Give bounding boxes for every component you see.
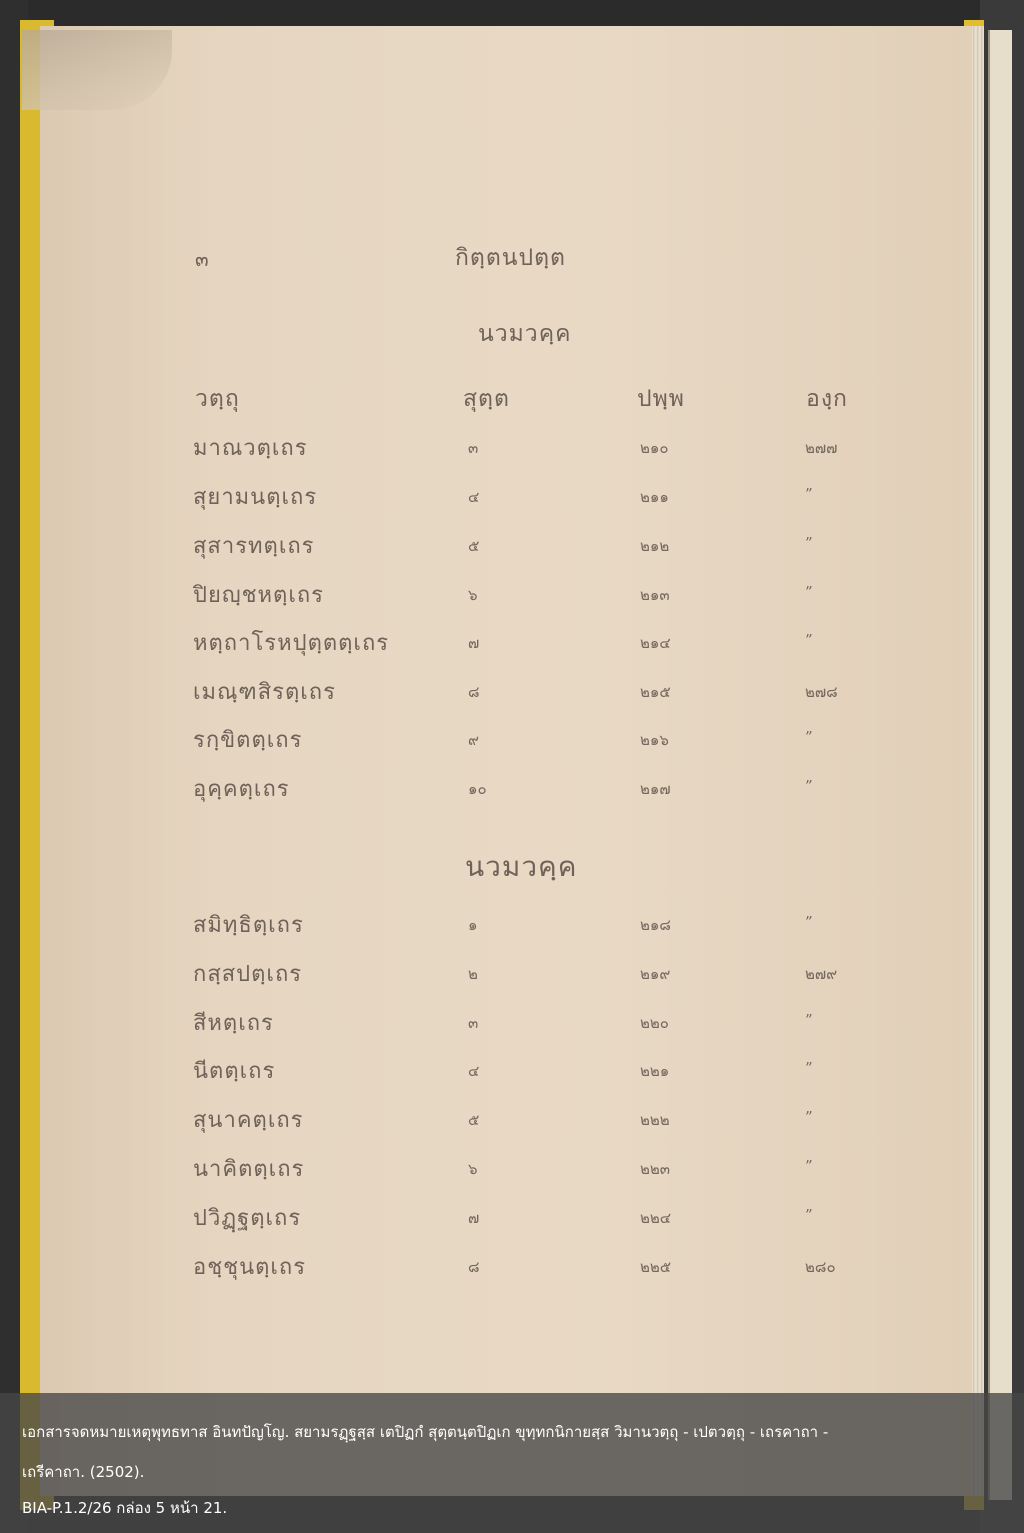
row-pabba: ๒๒๑ bbox=[640, 1062, 670, 1080]
row-anka: ” bbox=[805, 583, 813, 601]
row-name: นีตตฺเถร bbox=[193, 1059, 276, 1084]
row-pabba: ๒๑๒ bbox=[640, 537, 670, 555]
row-anka: ” bbox=[805, 1059, 813, 1077]
row-name: ปิยญฺชหตฺเถร bbox=[193, 583, 324, 608]
row-sutta: ๑๐ bbox=[468, 780, 487, 798]
table-row bbox=[0, 1200, 1024, 1240]
section-heading-1: นวมวคฺค bbox=[478, 321, 572, 347]
table-row bbox=[0, 1249, 1024, 1289]
row-anka: ” bbox=[805, 534, 813, 552]
row-sutta: ๑ bbox=[468, 916, 478, 934]
row-name: สุนาคตฺเถร bbox=[193, 1108, 304, 1133]
table-row bbox=[0, 1053, 1024, 1093]
row-pabba: ๒๑๐ bbox=[640, 439, 669, 457]
row-anka: ” bbox=[805, 1011, 813, 1029]
row-anka: ” bbox=[805, 728, 813, 746]
row-sutta: ๒ bbox=[468, 965, 478, 983]
row-pabba: ๒๑๖ bbox=[640, 731, 669, 749]
row-sutta: ๘ bbox=[468, 1258, 480, 1276]
row-sutta: ๘ bbox=[468, 683, 480, 701]
row-sutta: ๔ bbox=[468, 488, 480, 506]
row-anka: ” bbox=[805, 1206, 813, 1224]
row-pabba: ๒๑๘ bbox=[640, 916, 671, 934]
table-row bbox=[0, 479, 1024, 519]
row-pabba: ๒๑๔ bbox=[640, 634, 671, 652]
row-anka: ” bbox=[805, 631, 813, 649]
row-sutta: ๖ bbox=[468, 586, 478, 604]
row-sutta: ๓ bbox=[468, 1014, 479, 1032]
row-name: มาณวตฺเถร bbox=[193, 436, 308, 461]
row-sutta: ๗ bbox=[468, 1209, 480, 1227]
row-name: สมิทฺธิตฺเถร bbox=[193, 913, 304, 938]
row-name: อุคฺคตฺเถร bbox=[193, 777, 290, 802]
table-row bbox=[0, 577, 1024, 617]
row-name: ปวิฏฺฐตฺเถร bbox=[193, 1206, 302, 1231]
caption-line-3: BIA-P.1.2/26 กล่อง 5 หน้า 21. bbox=[22, 1499, 228, 1517]
row-sutta: ๙ bbox=[468, 731, 479, 749]
table-row bbox=[0, 1005, 1024, 1045]
row-name: อชฺชุนตฺเถร bbox=[193, 1255, 307, 1280]
page-number: ๓ bbox=[195, 247, 210, 271]
row-anka: ๒๗๘ bbox=[805, 683, 838, 701]
row-anka: ” bbox=[805, 1157, 813, 1175]
row-pabba: ๒๒๓ bbox=[640, 1160, 671, 1178]
row-pabba: ๒๑๙ bbox=[640, 965, 671, 983]
row-name: นาคิตตฺเถร bbox=[193, 1157, 305, 1182]
row-anka: ” bbox=[805, 1108, 813, 1126]
row-sutta: ๗ bbox=[468, 634, 480, 652]
table-row bbox=[0, 430, 1024, 470]
column-header-pabba: ปพฺพ bbox=[637, 386, 685, 412]
row-name: รกฺขิตตฺเถร bbox=[193, 728, 303, 753]
column-header-anka: องฺก bbox=[806, 386, 848, 412]
row-anka: ๒๗๙ bbox=[805, 965, 838, 983]
row-sutta: ๕ bbox=[468, 537, 480, 555]
table-row bbox=[0, 956, 1024, 996]
row-pabba: ๒๒๐ bbox=[640, 1014, 669, 1032]
caption-line-2: เถรีคาถา. (2502). bbox=[22, 1463, 145, 1481]
table-row bbox=[0, 625, 1024, 665]
row-sutta: ๖ bbox=[468, 1160, 478, 1178]
table-row bbox=[0, 1151, 1024, 1191]
row-pabba: ๒๑๕ bbox=[640, 683, 671, 701]
row-anka: ” bbox=[805, 913, 813, 931]
caption-line-1: เอกสารจดหมายเหตุพุทธทาส อินทปัญโญ. สยามรฏฺฐสฺส เตปิฏกํ สุตฺตนฺตปิฏเก ขุทฺทกนิกายสฺส วิมานวตฺถุ - เปตวตฺถุ - เถรคาถา - bbox=[22, 1423, 829, 1441]
row-anka: ๒๗๗ bbox=[805, 439, 838, 457]
section-heading-2: นวมวคฺค bbox=[465, 850, 578, 883]
row-anka: ” bbox=[805, 485, 813, 503]
column-header-sutta: สุตฺต bbox=[463, 386, 510, 412]
row-pabba: ๒๒๒ bbox=[640, 1111, 670, 1129]
row-name: สุสารทตฺเถร bbox=[193, 534, 315, 559]
table-row bbox=[0, 528, 1024, 568]
row-name: สุยามนตฺเถร bbox=[193, 485, 318, 510]
table-row bbox=[0, 771, 1024, 811]
row-name: เมณฺฑสิรตฺเถร bbox=[193, 680, 336, 705]
row-sutta: ๔ bbox=[468, 1062, 480, 1080]
row-sutta: ๓ bbox=[468, 439, 479, 457]
row-pabba: ๒๒๕ bbox=[640, 1258, 672, 1276]
running-title: กิตฺตนปตฺต bbox=[455, 245, 566, 271]
table-row bbox=[0, 1102, 1024, 1142]
row-pabba: ๒๑๗ bbox=[640, 780, 671, 798]
row-name: สีหตฺเถร bbox=[193, 1011, 274, 1036]
row-pabba: ๒๒๔ bbox=[640, 1209, 672, 1227]
row-anka: ๒๘๐ bbox=[805, 1258, 836, 1276]
row-name: หตฺถาโรหปุตฺตตฺเถร bbox=[193, 631, 390, 656]
archive-caption bbox=[0, 1393, 1024, 1533]
table-row bbox=[0, 674, 1024, 714]
row-name: กสฺสปตฺเถร bbox=[193, 962, 303, 987]
row-pabba: ๒๑๓ bbox=[640, 586, 670, 604]
row-anka: ” bbox=[805, 777, 813, 795]
column-header-vatthu: วตฺถุ bbox=[195, 386, 240, 412]
row-sutta: ๕ bbox=[468, 1111, 480, 1129]
row-pabba: ๒๑๑ bbox=[640, 488, 669, 506]
table-row bbox=[0, 722, 1024, 762]
table-row bbox=[0, 907, 1024, 947]
